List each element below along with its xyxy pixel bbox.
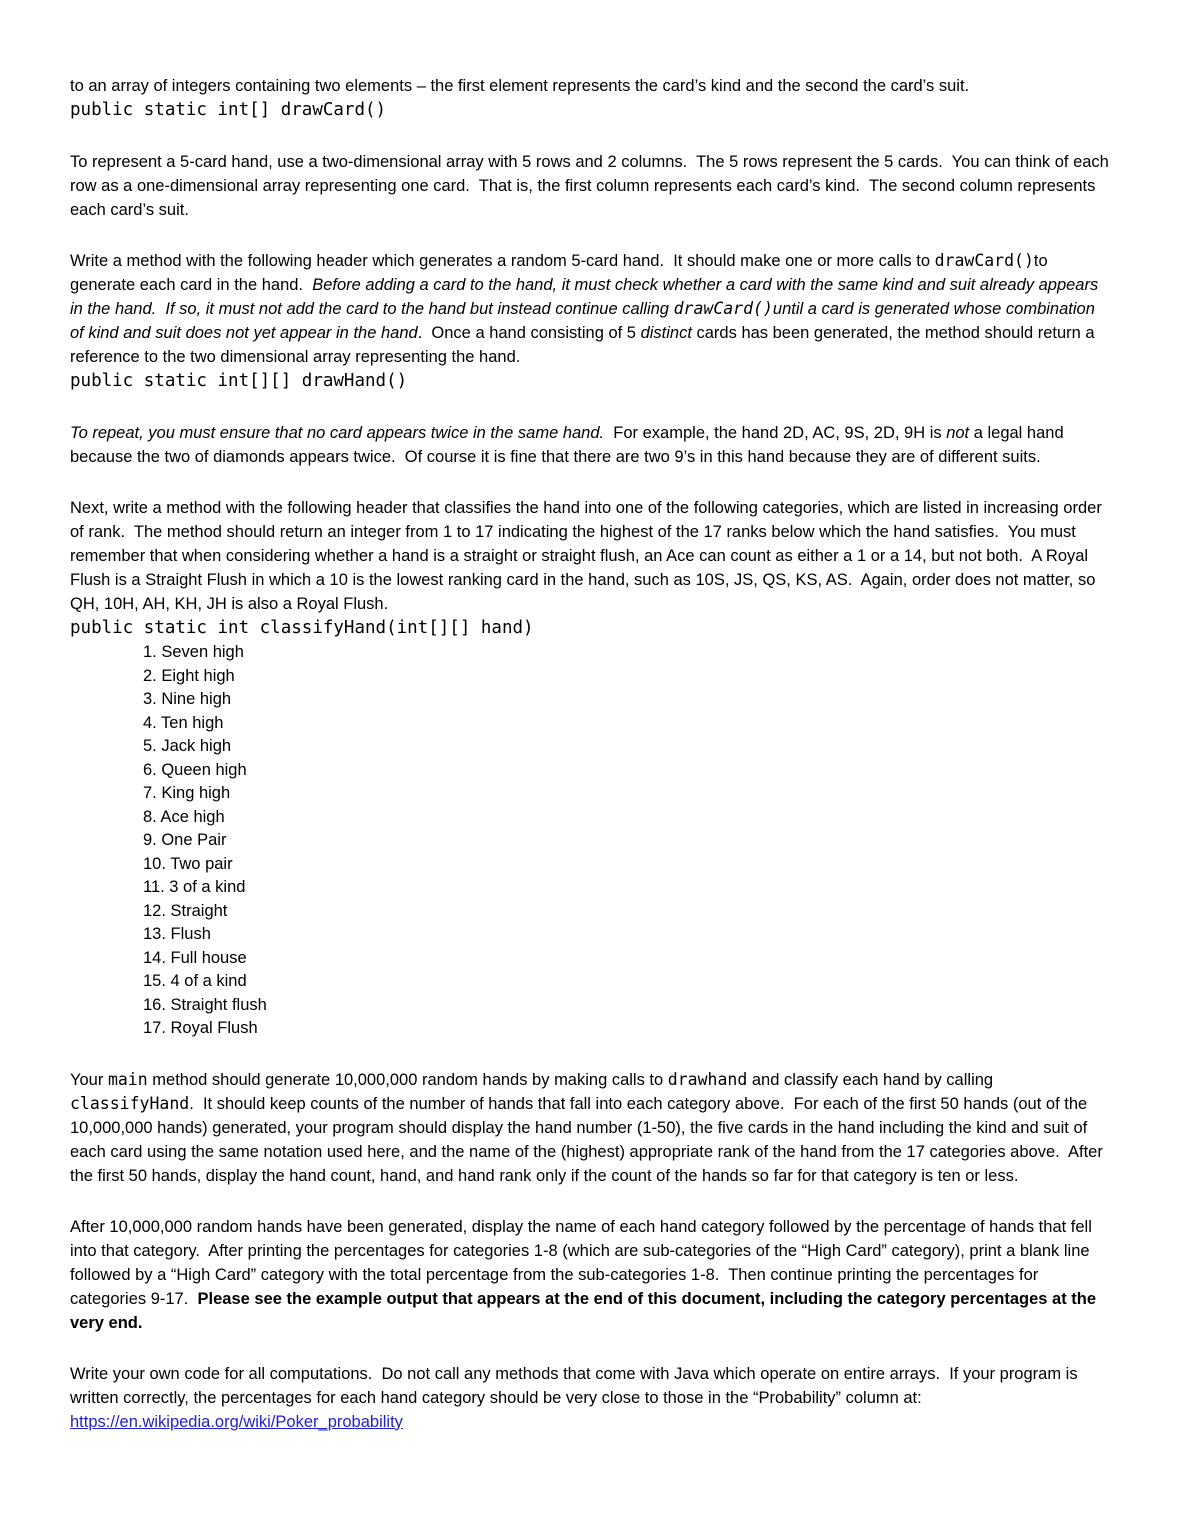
code-run: drawhand	[667, 1069, 748, 1089]
text-run: Next, write a method with the following header that classifies the hand into one of the following categories, which are listed in increasing order of rank. The method should return an integer from 1 to 17 indicating the highest of the 17 ranks below which the hand satisfies. You must remember that when considering whether a hand is a straight or straight flush, an Ace can count as either a 1 or a 14, but not both. A Royal Flush is a Straight Flush in which a 10 is the lowest ranking card in the hand, such as 10S, JS, QS, KS, AS. Again, order does not matter, so QH, 10H, AH, KH, JH is also a Royal Flush.	[70, 499, 1107, 613]
rank-list	[70, 641, 1110, 1041]
text-run: . Once a hand consisting of 5	[417, 324, 641, 342]
section-drawhand	[70, 249, 1110, 394]
paragraph-represent-hand	[70, 150, 1114, 222]
text-run: to generate each card in the hand.	[70, 252, 1053, 294]
paragraph-intro	[70, 74, 1110, 98]
text-run: Your	[70, 1070, 108, 1089]
rank-item: 11. 3 of a kind	[143, 878, 246, 896]
italic-run: until a card is generated whose combination of kind and suit does not yet appear in the hand	[70, 300, 1100, 342]
code-drawcard-header: public static int[] drawCard()	[70, 100, 387, 120]
italic-run: distinct	[640, 324, 692, 342]
italic-run: Before adding a card to the hand, it must check whether a card with the same kind and suit already appears in the hand. If so, it must not add the card to the hand but instead continue calling	[70, 276, 1103, 318]
paragraph-classify	[70, 496, 1110, 616]
rank-item: 13. Flush	[143, 925, 211, 943]
section-classify	[70, 496, 1110, 1041]
paragraph-percentages	[70, 1215, 1110, 1335]
paragraph-main-method	[70, 1068, 1110, 1188]
section-own-code	[70, 1362, 1110, 1434]
section-percentages	[70, 1215, 1110, 1335]
section-main-method	[70, 1068, 1110, 1188]
rank-item: 15. 4 of a kind	[143, 972, 247, 990]
code-classifyhand-header: public static int classifyHand(int[][] hand)	[70, 618, 534, 638]
text-run: and classify each hand by calling	[747, 1070, 998, 1089]
rank-item: 10. Two pair	[143, 854, 233, 873]
code-drawhand-header: public static int[][] drawHand()	[70, 371, 408, 391]
text-run: Write your own code for all computations. Do not call any methods that come with Java which operate on entire arrays. If your program is written correctly, the percentages for each hand category should be very close to those in the “Probability” column at:	[70, 1364, 1083, 1407]
code-italic-run: drawCard()	[673, 299, 773, 318]
rank-item: 6. Queen high	[143, 760, 247, 779]
code-run: main	[107, 1069, 148, 1089]
text-run: Write a method with the following header which generates a random 5-card hand. It should make one or more calls to	[70, 252, 935, 270]
section-intro	[70, 74, 1110, 123]
rank-item: 3. Nine high	[143, 690, 232, 708]
rank-item: 2. Eight high	[143, 666, 235, 685]
text-run: to an array of integers containing two elements – the first element represents the card’s kind and the second the card’s suit.	[70, 77, 970, 95]
text-run: After 10,000,000 random hands have been generated, display the name of each hand category followed by the percentage of hands that fell into that category. After printing the percentages for categories 1-8 (which are sub-categories of the “High Card” category), print a blank line followed by a “High Card” category with the total percentage from the sub-categories 1-8. Then continue printing the percentages for categories 9-17.	[70, 1217, 1097, 1308]
italic-run: not	[946, 424, 970, 442]
rank-item: 9. One Pair	[143, 831, 227, 849]
rank-item: 16. Straight flush	[143, 995, 267, 1014]
rank-item: 12. Straight	[143, 901, 228, 920]
text-run: cards has been generated, the method should return a reference to the two dimensional array representing the hand.	[70, 324, 1100, 366]
section-represent-hand	[70, 150, 1114, 222]
rank-item: 5. Jack high	[143, 737, 232, 755]
rank-item: 4. Ten high	[143, 713, 224, 732]
section-no-duplicates	[70, 421, 1110, 469]
text-run: For example, the hand 2D, AC, 9S, 2D, 9H is	[604, 424, 947, 442]
italic-run: To repeat, you must ensure that no card appears twice in the same hand.	[70, 424, 605, 442]
code-run: drawCard()	[934, 251, 1034, 270]
rank-item: 14. Full house	[143, 948, 247, 967]
rank-item: 7. King high	[143, 784, 231, 802]
poker-probability-link[interactable]: https://en.wikipedia.org/wiki/Poker_probability	[70, 1412, 403, 1431]
text-run: a legal hand because the two of diamonds appears twice. Of course it is fine that there are two 9’s in this hand because they are of different suits.	[70, 424, 1069, 466]
rank-item: 8. Ace high	[143, 807, 225, 826]
text-run: To represent a 5-card hand, use a two-dimensional array with 5 rows and 2 columns. The 5 rows represent the 5 cards. You can think of each row as a one-dimensional array representing one card. That is, the first column represents each card’s kind. The second column represents each card’s suit.	[70, 153, 1114, 219]
text-run: method should generate 10,000,000 random hands by making calls to	[147, 1070, 668, 1089]
code-run: classifyHand	[70, 1093, 190, 1113]
rank-item: 17. Royal Flush	[143, 1019, 258, 1037]
bold-run: Please see the example output that appears at the end of this document, including the category percentages at the very end.	[70, 1289, 1101, 1332]
paragraph-no-duplicates	[70, 421, 1110, 469]
paragraph-own-code	[70, 1362, 1110, 1434]
rank-item: 1. Seven high	[143, 643, 244, 661]
text-run: . It should keep counts of the number of hands that fall into each category above. For each of the first 50 hands (out of the 10,000,000 hands) generated, your program should display the hand number (1-50), the five cards in the hand including the kind and suit of each card using the same notation used here, and the name of the (highest) appropriate rank of the hand from the 17 categories above. After the first 50 hands, display the hand count, hand, and hand rank only if the count of the hands so far for that category is ten or less.	[70, 1094, 1108, 1185]
paragraph-drawhand	[70, 249, 1110, 369]
